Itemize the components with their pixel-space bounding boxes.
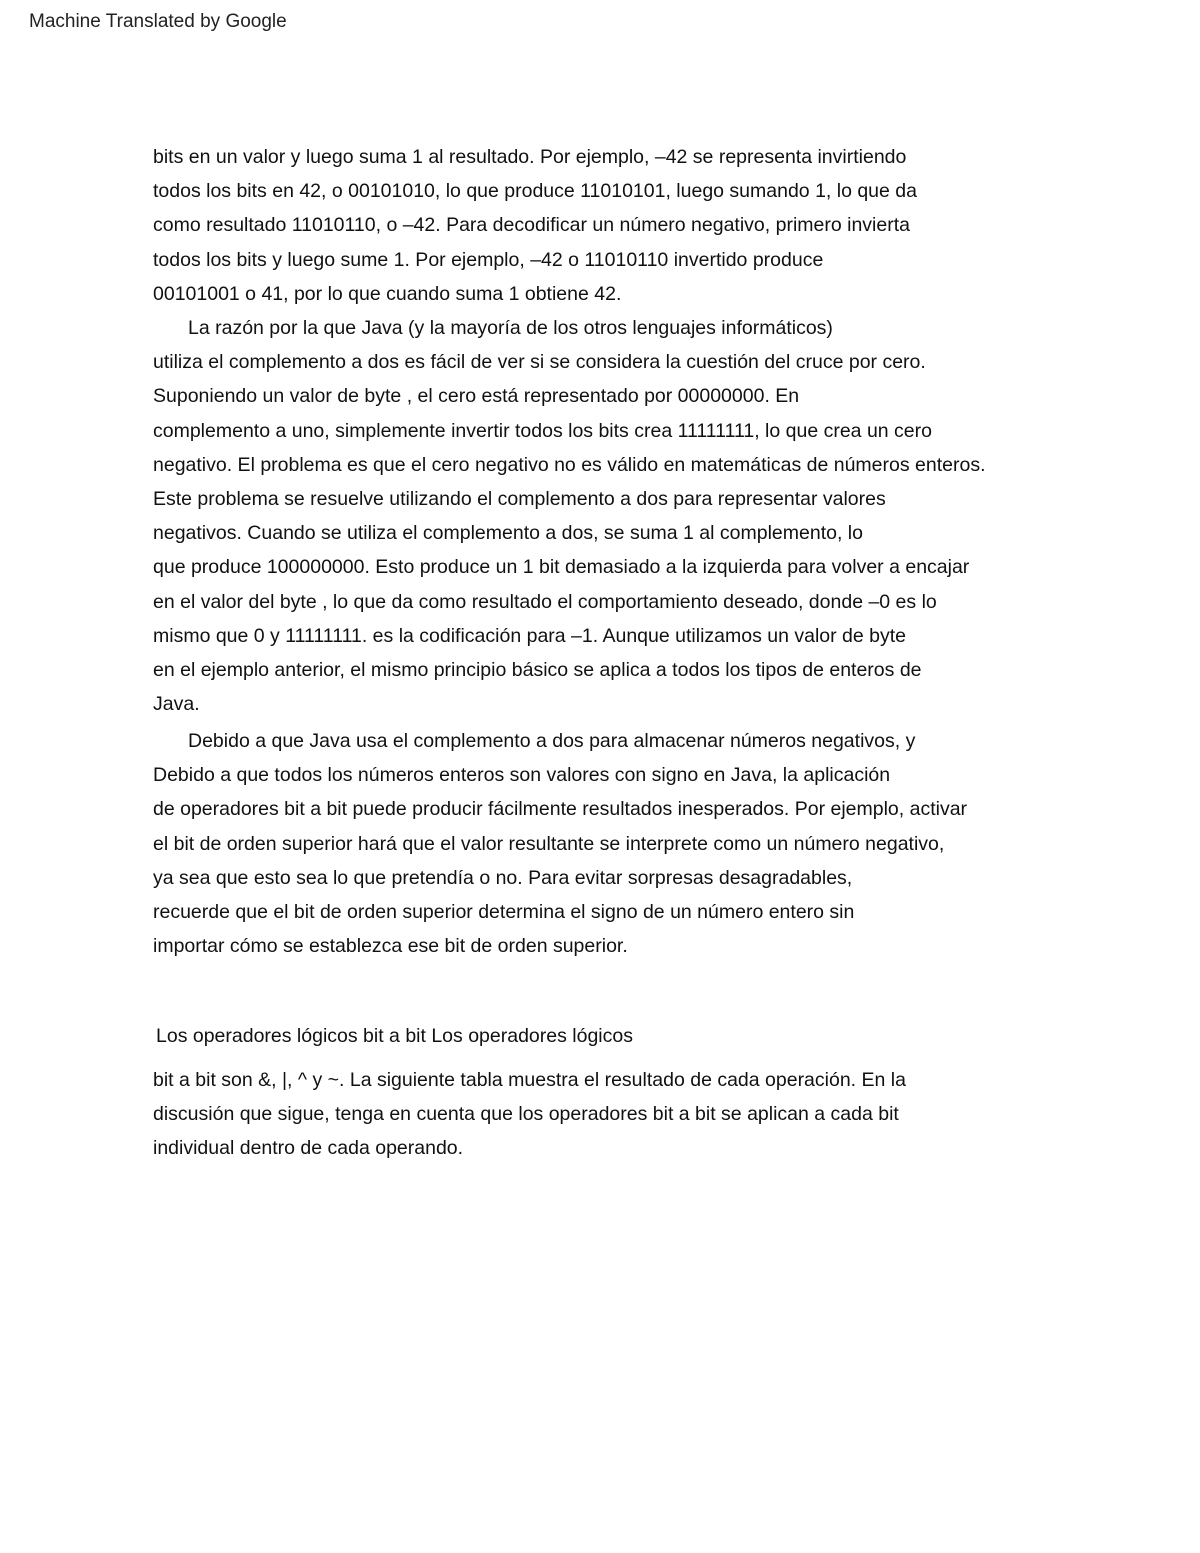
text-line: bit a bit son &, |, ^ y ~. La siguiente tabla muestra el resultado de cada operación. En la: [153, 1069, 906, 1091]
text-line: complemento a uno, simplemente invertir todos los bits crea 11111111, lo que crea un cero: [153, 419, 932, 442]
paragraph-bitwise-operators-intro: [153, 1063, 906, 1166]
text-line: bits en un valor y luego suma 1 al resultado. Por ejemplo, –42 se representa invirtiendo: [153, 146, 907, 168]
text-line: Java.: [153, 693, 200, 716]
text-line: La razón por la que Java (y la mayoría de los otros lenguajes informáticos): [188, 317, 833, 339]
paragraph-high-order-bit: [153, 724, 967, 963]
text-line: Este problema se resuelve utilizando el complemento a dos para representar valores: [153, 487, 886, 510]
translation-watermark: Machine Translated by Google: [29, 11, 287, 32]
text-line: mismo que 0 y 11111111. es la codificación para –1. Aunque utilizamos un valor de byte: [153, 624, 907, 647]
text-line: utiliza el complemento a dos es fácil de ver si se considera la cuestión del cruce por cero.: [153, 351, 926, 374]
paragraph-twos-complement-example: [153, 140, 917, 311]
section-heading-bitwise-logical-operators: Los operadores lógicos bit a bit Los operadores lógicos: [156, 1025, 633, 1047]
text-line: Debido a que todos los números enteros son valores con signo en Java, la aplicación: [153, 764, 891, 787]
text-line: como resultado 11010110, o –42. Para decodificar un número negativo, primero invierta: [153, 214, 910, 237]
text-line: negativo. El problema es que el cero negativo no es válido en matemáticas de números enteros.: [153, 453, 986, 476]
text-line: 00101001 o 41, por lo que cuando suma 1 obtiene 42.: [153, 282, 622, 305]
paragraph-zero-crossing: [153, 311, 985, 721]
text-line: todos los bits y luego sume 1. Por ejemplo, –42 o 11010110 invertido produce: [153, 248, 824, 271]
text-line: individual dentro de cada operando.: [153, 1137, 464, 1160]
text-line: en el ejemplo anterior, el mismo principio básico se aplica a todos los tipos de enteros de: [153, 658, 922, 681]
text-line: en el valor del byte , lo que da como resultado el comportamiento deseado, donde –0 es lo: [153, 590, 937, 613]
text-line: discusión que sigue, tenga en cuenta que los operadores bit a bit se aplican a cada bit: [153, 1103, 899, 1126]
text-line: importar cómo se establezca ese bit de orden superior.: [153, 935, 628, 958]
text-line: Debido a que Java usa el complemento a dos para almacenar números negativos, y: [188, 730, 916, 752]
text-line: todos los bits en 42, o 00101010, lo que produce 11010101, luego sumando 1, lo que da: [153, 180, 917, 203]
text-line: de operadores bit a bit puede producir fácilmente resultados inesperados. Por ejemplo, activar: [153, 798, 968, 821]
text-line: recuerde que el bit de orden superior determina el signo de un número entero sin: [153, 900, 855, 923]
text-line: negativos. Cuando se utiliza el complemento a dos, se suma 1 al complemento, lo: [153, 522, 863, 545]
text-line: el bit de orden superior hará que el valor resultante se interprete como un número negativo,: [153, 832, 945, 855]
text-line: Suponiendo un valor de byte , el cero está representado por 00000000. En: [153, 385, 800, 408]
text-line: ya sea que esto sea lo que pretendía o no. Para evitar sorpresas desagradables,: [153, 866, 853, 889]
text-line: que produce 100000000. Esto produce un 1 bit demasiado a la izquierda para volver a encajar: [153, 556, 970, 579]
